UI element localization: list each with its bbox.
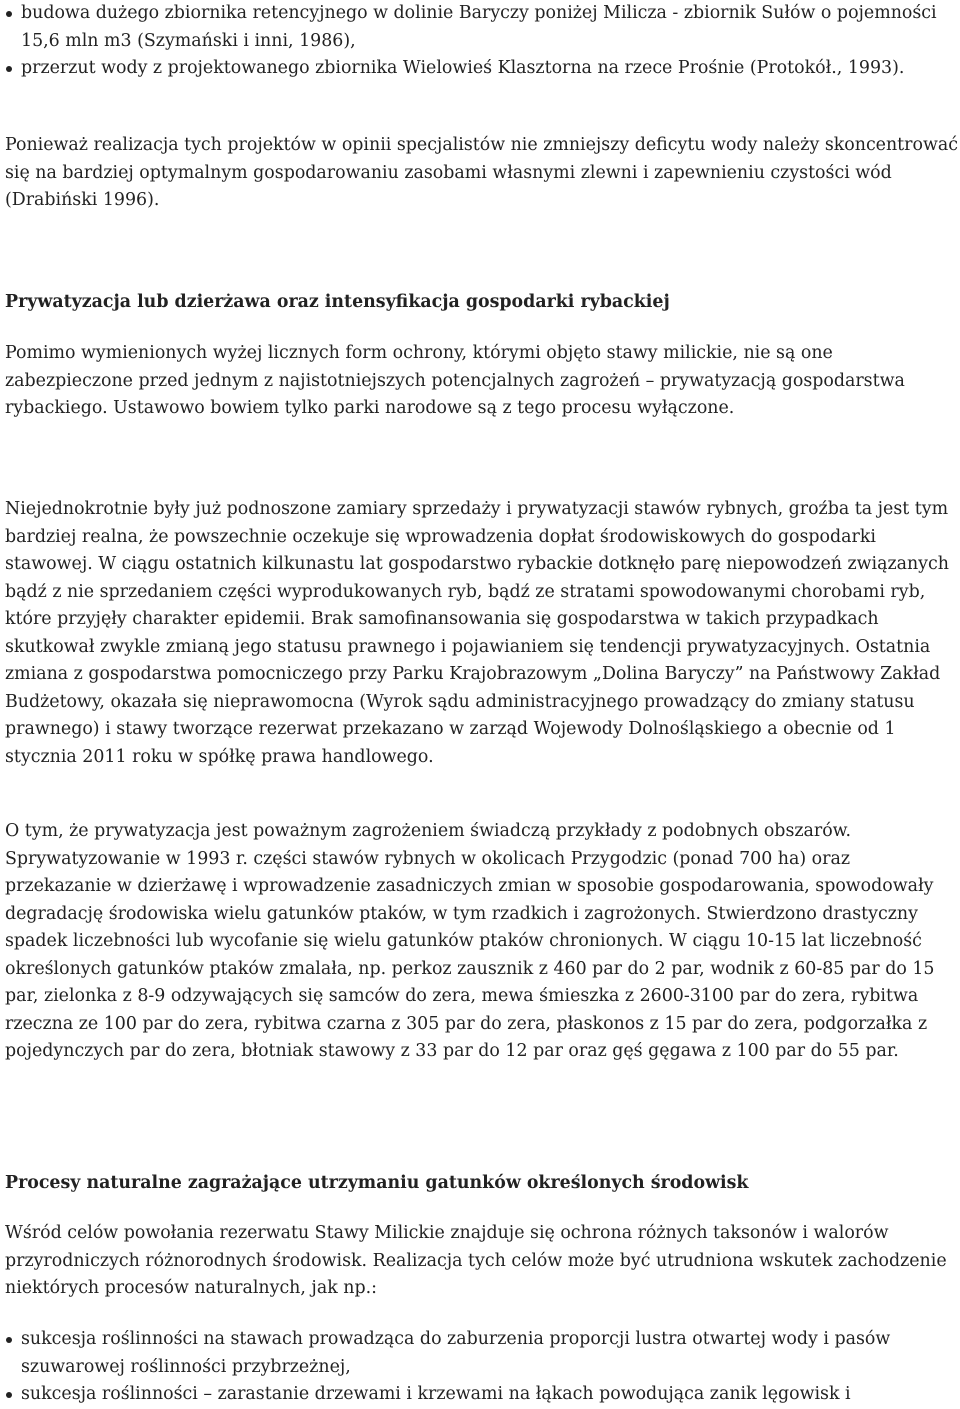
bullet-list-bottom xyxy=(5,1326,960,1409)
paragraph: Niejednokrotnie były już podnoszone zamiary sprzedaży i prywatyzacji stawów rybnych, groźba ta jest tym bardziej realna, że powszechnie oczekuje się wprowadzenia dopłat środowiskowych do gospodarki stawowej. W ciągu ostatnich kilkunastu lat gospodarstwo rybackie dotknęło parę niepowodzeń związanych bądź z nie sprzedaniem części wyprodukowanych ryb, bądź ze stratami spowodowanymi chorobami ryb, które przyjęły charakter epidemii. Brak samofinansowania się gospodarstwa w takich przypadkach skutkował zwykle zmianą jego statusu prawnego i pojawianiem się tendencji prywatyzacyjnych. Ostatnia zmiana z gospodarstwa pomocniczego przy Parku Krajobrazowym „Dolina Baryczy” na Państwowy Zakład Budżetowy, okazała się nieprawomocna (Wyrok sądu administracyjnego prowadzący do zmiany statusu prawnego) i stawy tworzące rezerwat przekazano w zarząd Wojewody Dolnośląskiego a obecnie od 1 stycznia 2011 roku w spółkę prawa handlowego. xyxy=(5,499,949,767)
bullet-list-top xyxy=(5,0,960,83)
paragraph: Wśród celów powołania rezerwatu Stawy Milickie znajduje się ochrona różnych taksonów i walorów przyrodniczych różnorodnych środowisk. Realizacja tych celów może być utrudniona wskutek zachodzenie niektórych procesów naturalnych, jak np.: xyxy=(5,1223,947,1298)
paragraph: Pomimo wymienionych wyżej licznych form ochrony, którymi objęto stawy milickie, nie są one zabezpieczone przed jednym z najistotniejszych potencjalnych zagrożeń – prywatyzacją gospodarstwa rybackiego. Ustawowo bowiem tylko parki narodowe są z tego procesu wyłączone. xyxy=(5,343,905,418)
list-item: budowa dużego zbiornika retencyjnego w dolinie Baryczy poniżej Milicza - zbiornik Sułów o pojemności 15,6 mln m3 (Szymański i inni, 1986), xyxy=(5,0,960,55)
paragraph: Ponieważ realizacja tych projektów w opinii specjalistów nie zmniejszy deficytu wody należy skoncentrować się na bardziej optymalnym gospodarowaniu zasobami własnymi zlewni i zapewnieniu czystości wód (Drabiński 1996). xyxy=(5,135,958,210)
list-item: sukcesja roślinności na stawach prowadząca do zaburzenia proporcji lustra otwartej wody i pasów szuwarowej roślinności przybrzeżnej, xyxy=(5,1326,960,1381)
list-item: przerzut wody z projektowanego zbiornika Wielowieś Klasztorna na rzece Prośnie (Protokół., 1993). xyxy=(5,55,960,83)
paragraph: O tym, że prywatyzacja jest poważnym zagrożeniem świadczą przykłady z podobnych obszarów. Sprywatyzowanie w 1993 r. części stawów rybnych w okolicach Przygodzic (ponad 700 ha) oraz przekazanie w dzierżawę i wprowadzenie zasadniczych zmian w sposobie gospodarowania, spowodowały degradację środowiska wielu gatunków ptaków, w tym rzadkich i zagrożonych. Stwierdzono drastyczny spadek liczebności lub wycofanie się wielu gatunków ptaków chronionych. W ciągu 10-15 lat liczebność określonych gatunków ptaków zmalała, np. perkoz zausznik z 460 par do 2 par, wodnik z 60-85 par do 15 par, zielonka z 8-9 odzywających się samców do zera, mewa śmieszka z 2600-3100 par do zera, rybitwa rzeczna ze 100 par do zera, rybitwa czarna z 305 par do zera, płaskonos z 15 par do zera, podgorzałka z pojedynczych par do zera, błotniak stawowy z 33 par do 12 par oraz gęś gęgawa z 100 par do 55 par. xyxy=(5,821,935,1061)
section-heading: Prywatyzacja lub dzierżawa oraz intensyfikacja gospodarki rybackiej xyxy=(5,292,670,312)
section-heading: Procesy naturalne zagrażające utrzymaniu gatunków określonych środowisk xyxy=(5,1173,749,1193)
list-item: sukcesja roślinności – zarastanie drzewami i krzewami na łąkach powodująca zanik lęgowisk i xyxy=(5,1381,960,1409)
